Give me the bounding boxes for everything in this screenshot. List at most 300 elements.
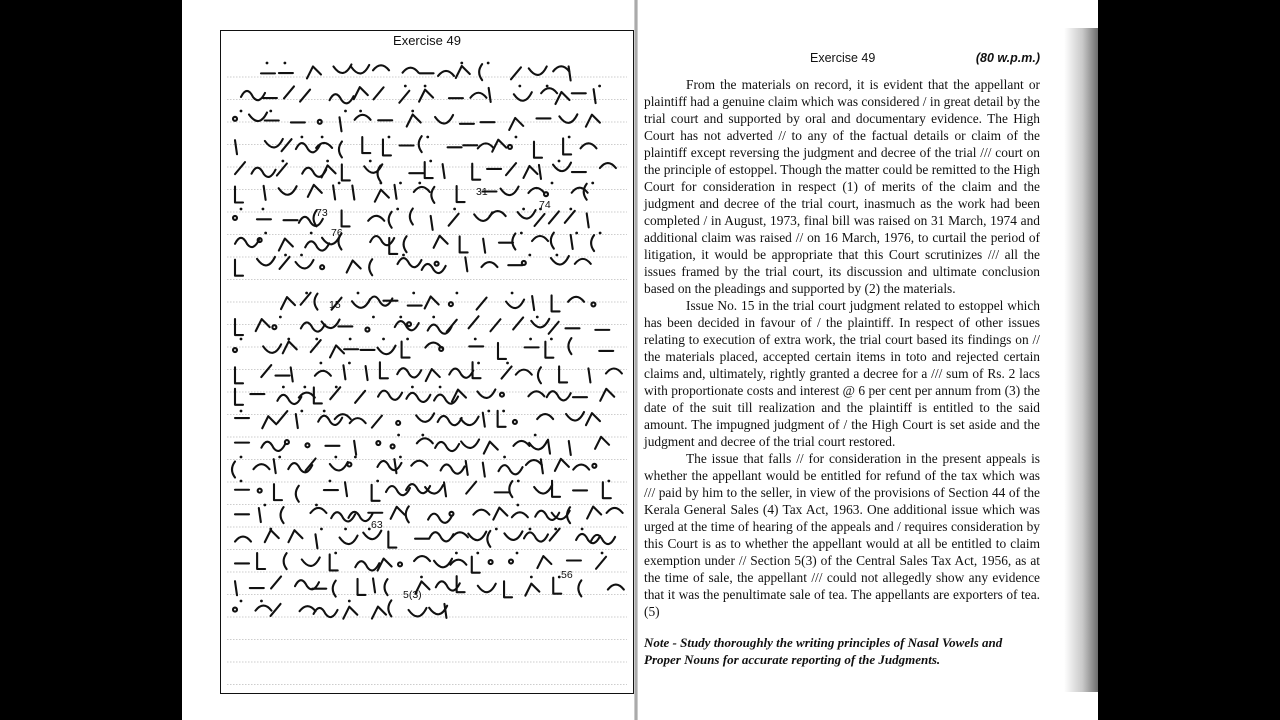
- shorthand-stroke: [235, 260, 243, 276]
- shorthand-stroke: [235, 367, 243, 383]
- shorthand-stroke: [350, 418, 366, 423]
- shorthand-stroke: [233, 348, 237, 352]
- shorthand-stroke: [447, 320, 457, 332]
- shorthand-stroke: [478, 143, 494, 148]
- shorthand-stroke: [315, 371, 331, 376]
- shorthand-dot: [399, 182, 402, 185]
- shorthand-stroke: [435, 115, 453, 124]
- shorthand-stroke: [376, 441, 380, 445]
- shorthand-stroke: [511, 67, 521, 79]
- shorthand-stroke: [235, 140, 237, 154]
- shorthand-dot: [530, 576, 533, 579]
- shorthand-stroke: [481, 262, 497, 267]
- shorthand-dot: [388, 136, 391, 139]
- shorthand-stroke: [552, 295, 560, 311]
- shorthand-stroke: [532, 236, 548, 241]
- shorthand-stroke: [425, 162, 433, 178]
- shorthand-stroke: [524, 532, 548, 541]
- shorthand-dot: [264, 232, 267, 235]
- page-edge-shadow: [1064, 28, 1098, 692]
- shorthand-stroke: [378, 346, 396, 355]
- shorthand-stroke: [235, 389, 243, 405]
- shorthand-dot: [599, 232, 602, 235]
- passage-text: [644, 76, 1040, 620]
- shorthand-stroke: [509, 481, 512, 497]
- shorthand-stroke: [318, 416, 342, 425]
- shorthand-dot: [321, 136, 324, 139]
- shorthand-stroke: [594, 89, 596, 103]
- shorthand-stroke: [552, 481, 560, 497]
- shorthand-stroke: [460, 236, 468, 252]
- shorthand-stroke: [541, 459, 543, 473]
- shorthand-stroke: [444, 482, 446, 496]
- shorthand-dot: [455, 552, 458, 555]
- shorthand-dot: [334, 456, 337, 459]
- outline-number: 63: [371, 519, 383, 531]
- shorthand-dot: [284, 254, 287, 257]
- shorthand-stroke: [438, 71, 454, 76]
- shorthand-stroke: [235, 581, 237, 595]
- shorthand-dot: [402, 254, 405, 257]
- shorthand-stroke: [435, 262, 439, 266]
- shorthand-stroke: [553, 66, 569, 71]
- shorthand-stroke: [457, 186, 465, 202]
- shorthand-stroke: [443, 164, 445, 178]
- shorthand-stroke: [438, 416, 462, 425]
- shorthand-stroke: [355, 561, 379, 570]
- shorthand-stroke: [307, 66, 321, 78]
- shorthand-dot: [305, 292, 308, 295]
- shorthand-stroke: [342, 164, 350, 180]
- shorthand-stroke: [470, 93, 486, 98]
- shorthand-stroke: [232, 461, 235, 477]
- shorthand-stroke: [441, 464, 465, 473]
- shorthand-page: [220, 30, 634, 694]
- shorthand-stroke: [320, 265, 324, 269]
- shorthand-stroke: [271, 576, 281, 588]
- shorthand-dot: [569, 208, 572, 211]
- shorthand-stroke: [468, 532, 486, 541]
- shorthand-stroke: [493, 508, 507, 520]
- shorthand-stroke: [322, 165, 336, 177]
- shorthand-dot: [240, 208, 243, 211]
- shorthand-dot: [349, 338, 352, 341]
- shorthand-stroke: [528, 188, 544, 193]
- shorthand-stroke: [261, 365, 271, 377]
- shorthand-dot: [411, 386, 414, 389]
- shorthand-stroke: [279, 239, 293, 251]
- shorthand-stroke: [518, 210, 536, 219]
- shorthand-dot: [476, 552, 479, 555]
- shorthand-stroke: [372, 607, 386, 619]
- shorthand-stroke: [300, 90, 310, 102]
- shorthand-stroke: [277, 411, 287, 423]
- shorthand-dot: [300, 410, 303, 413]
- shorthand-dot: [315, 338, 318, 341]
- shorthand-stroke: [406, 393, 430, 402]
- shorthand-dot: [397, 434, 400, 437]
- shorthand-stroke: [439, 347, 443, 351]
- shorthand-dot: [529, 338, 532, 341]
- shorthand-stroke: [282, 139, 292, 151]
- shorthand-dot: [310, 232, 313, 235]
- shorthand-dot: [262, 208, 265, 211]
- shorthand-stroke: [513, 420, 517, 424]
- shorthand-stroke: [506, 300, 524, 309]
- shorthand-dot: [421, 434, 424, 437]
- shorthand-exercise-title: Exercise 49: [393, 33, 461, 48]
- shorthand-stroke: [551, 256, 569, 265]
- shorthand-dot: [516, 552, 519, 555]
- shorthand-stroke: [416, 413, 434, 422]
- shorthand-stroke: [281, 297, 295, 309]
- shorthand-stroke: [258, 489, 262, 493]
- shorthand-stroke: [483, 413, 485, 427]
- shorthand-dot: [515, 136, 518, 139]
- shorthand-stroke: [296, 260, 314, 269]
- shorthand-stroke: [550, 529, 560, 541]
- shorthand-stroke: [580, 143, 596, 148]
- page-header: [644, 44, 1040, 66]
- shorthand-stroke: [277, 164, 287, 176]
- shorthand-stroke: [314, 608, 338, 617]
- shorthand-stroke: [425, 296, 439, 308]
- shorthand-stroke: [314, 387, 322, 403]
- shorthand-stroke: [566, 412, 584, 421]
- book-gutter: [634, 0, 638, 720]
- shorthand-stroke: [534, 485, 552, 494]
- shorthand-stroke: [253, 464, 269, 469]
- shorthand-stroke: [502, 367, 512, 379]
- shorthand-stroke: [606, 368, 622, 373]
- shorthand-stroke: [255, 606, 271, 611]
- shorthand-stroke: [407, 115, 421, 127]
- shorthand-stroke: [425, 485, 443, 494]
- shorthand-dot: [320, 528, 323, 531]
- shorthand-dot: [260, 600, 263, 603]
- shorthand-dot: [399, 456, 402, 459]
- shorthand-dot: [550, 338, 553, 341]
- shorthand-stroke: [500, 393, 504, 397]
- shorthand-stroke: [419, 136, 422, 152]
- shorthand-dot: [334, 552, 337, 555]
- shorthand-dot: [382, 338, 385, 341]
- shorthand-stroke: [571, 235, 573, 249]
- shorthand-stroke: [531, 319, 549, 328]
- shorthand-stroke: [545, 342, 553, 358]
- shorthand-stroke: [378, 166, 381, 182]
- shorthand-dot: [432, 316, 435, 319]
- shorthand-dot: [455, 292, 458, 295]
- shorthand-stroke: [529, 66, 547, 75]
- shorthand-stroke: [578, 580, 581, 596]
- shorthand-dot: [487, 410, 490, 413]
- shorthand-stroke: [410, 209, 413, 225]
- paragraph: Issue No. 15 in the trial court judgment related to estoppel which has been decided in favour of / the plaintiff. In respect of other issues relating to execution of extra work, the trial court based its findings on // the materials placed, accepted certain items in toto and rejected certain claims and, ultimately, rightly granted a decree for a /// sum of Rs. 2 lacs with proportionate costs and interest @ 6 per cent per annum from (3) the date of the suit till realization and the plaintiff is entitled to the said amount. The impugned judgment of / the High Court is set aside and the judgment and decree of the trial court restored.: [644, 298, 1040, 449]
- shorthand-dot: [344, 110, 347, 113]
- shorthand-stroke: [547, 391, 571, 400]
- speed-rate: (80 w.p.m.): [975, 51, 1040, 65]
- shorthand-stroke: [308, 185, 322, 197]
- shorthand-stroke: [363, 531, 381, 540]
- shorthand-dot: [598, 85, 601, 88]
- shorthand-stroke: [435, 442, 459, 451]
- shorthand-stroke: [305, 443, 309, 447]
- shorthand-stroke: [333, 185, 335, 199]
- shorthand-stroke: [355, 391, 365, 403]
- shorthand-stroke: [479, 64, 482, 80]
- shorthand-stroke: [573, 465, 589, 470]
- shorthand-stroke: [431, 187, 434, 203]
- shorthand-stroke: [365, 328, 369, 332]
- shorthand-stroke: [257, 257, 275, 266]
- shorthand-stroke: [347, 462, 351, 466]
- shorthand-dot: [404, 85, 407, 88]
- shorthand-dot: [536, 316, 539, 319]
- shorthand-stroke: [591, 235, 594, 251]
- shorthand-stroke: [235, 162, 245, 174]
- shorthand-dot: [412, 292, 415, 295]
- shorthand-stroke: [549, 211, 559, 223]
- shorthand-stroke: [274, 459, 276, 473]
- shorthand-stroke: [429, 532, 453, 541]
- shorthand-stroke: [241, 91, 265, 100]
- shorthand-stroke: [315, 534, 317, 548]
- shorthand-stroke: [516, 370, 532, 375]
- shorthand-stroke: [377, 461, 401, 470]
- shorthand-stroke: [490, 319, 500, 331]
- shorthand-stroke: [233, 608, 237, 612]
- shorthand-stroke: [256, 319, 270, 331]
- shorthand-dot: [503, 456, 506, 459]
- shorthand-dot: [534, 434, 537, 437]
- shorthand-dot: [266, 62, 269, 65]
- shorthand-stroke: [508, 145, 512, 149]
- shorthand-stroke: [514, 92, 532, 101]
- shorthand-stroke: [600, 163, 616, 168]
- shorthand-stroke: [235, 537, 251, 542]
- shorthand-stroke: [504, 581, 512, 597]
- shorthand-stroke: [330, 94, 354, 103]
- shorthand-stroke: [233, 117, 237, 121]
- shorthand-stroke: [372, 416, 382, 428]
- shorthand-stroke: [373, 578, 375, 592]
- shorthand-dot: [300, 136, 303, 139]
- shorthand-stroke: [422, 264, 446, 273]
- shorthand-stroke: [456, 66, 470, 78]
- shorthand-dot: [369, 160, 372, 163]
- shorthand-stroke: [272, 325, 276, 329]
- shorthand-dot: [495, 528, 498, 531]
- shorthand-stroke: [603, 482, 611, 498]
- shorthand-dot: [240, 338, 243, 341]
- shorthand-stroke: [539, 165, 541, 179]
- shorthand-stroke: [277, 395, 301, 404]
- shorthand-dot: [420, 576, 423, 579]
- shorthand-dot: [396, 208, 399, 211]
- shorthand-stroke: [478, 584, 496, 593]
- shorthand-stroke: [343, 365, 345, 379]
- shorthand-dot: [344, 528, 347, 531]
- shorthand-stroke: [235, 238, 259, 247]
- shorthand-stroke: [501, 187, 519, 196]
- shorthand-stroke: [434, 236, 448, 248]
- shorthand-stroke: [261, 442, 285, 451]
- shorthand-stroke: [385, 579, 388, 595]
- shorthand-stroke: [452, 532, 468, 537]
- shorthand-dot: [568, 136, 571, 139]
- shorthand-stroke: [489, 88, 491, 102]
- study-note: Note - Study thoroughly the writing principles of Nasal Vowels and Proper Nouns for accurate reporting of the Judgments.: [644, 635, 1003, 667]
- shorthand-dot: [284, 62, 287, 65]
- shorthand-stroke: [399, 91, 409, 103]
- shorthand-stroke: [534, 142, 542, 158]
- shorthand-stroke: [339, 117, 341, 131]
- shorthand-dot: [287, 338, 290, 341]
- shorthand-stroke: [559, 366, 567, 382]
- shorthand-stroke: [397, 368, 421, 377]
- shorthand-dot: [269, 110, 272, 113]
- shorthand-stroke: [345, 482, 347, 496]
- shorthand-stroke: [383, 139, 391, 155]
- shorthand-dot: [529, 528, 532, 531]
- shorthand-stroke: [288, 530, 302, 542]
- shorthand-stroke: [537, 556, 551, 568]
- shorthand-dot: [281, 160, 284, 163]
- shorthand-stroke: [302, 557, 320, 566]
- shorthand-stroke: [373, 65, 389, 70]
- shorthand-dot: [240, 480, 243, 483]
- shorthand-stroke: [296, 486, 299, 502]
- shorthand-dot: [453, 208, 456, 211]
- shorthand-stroke: [311, 340, 321, 352]
- shorthand-dot: [460, 62, 463, 65]
- shorthand-stroke: [296, 414, 298, 428]
- shorthand-stroke: [586, 115, 600, 127]
- outline-number: 73: [316, 207, 328, 219]
- shorthand-stroke: [285, 440, 289, 444]
- shorthand-dot: [517, 480, 520, 483]
- shorthand-stroke: [535, 511, 559, 520]
- shorthand-stroke: [375, 190, 389, 202]
- shorthand-stroke: [330, 554, 338, 570]
- shorthand-stroke: [472, 164, 480, 180]
- shorthand-stroke: [339, 141, 342, 157]
- shorthand-dot: [376, 480, 379, 483]
- shorthand-stroke: [523, 166, 537, 178]
- shorthand-stroke: [417, 438, 433, 443]
- shorthand-dot: [528, 254, 531, 257]
- shorthand-stroke: [284, 86, 294, 98]
- shorthand-stroke: [300, 606, 316, 611]
- shorthand-stroke: [372, 485, 380, 501]
- shorthand-stroke: [553, 163, 571, 172]
- shorthand-stroke: [541, 88, 557, 93]
- shorthand-dot: [240, 456, 243, 459]
- shorthand-stroke: [504, 531, 522, 540]
- shorthand-stroke: [388, 600, 391, 616]
- shorthand-dot: [326, 160, 329, 163]
- shorthand-dot: [554, 528, 557, 531]
- shorthand-stroke: [301, 293, 311, 305]
- shorthand-stroke: [279, 186, 297, 195]
- outline-number: 56: [561, 569, 573, 581]
- shorthand-stroke: [600, 389, 614, 401]
- shorthand-stroke: [568, 297, 584, 302]
- shorthand-stroke: [414, 556, 430, 561]
- shorthand-stroke: [607, 508, 623, 513]
- shorthand-stroke: [402, 342, 410, 358]
- shorthand-stroke: [483, 239, 485, 253]
- shorthand-stroke: [449, 302, 453, 306]
- shorthand-stroke: [378, 391, 402, 400]
- shorthand-stroke: [281, 507, 284, 523]
- shorthand-stroke: [449, 512, 453, 516]
- shorthand-dot: [406, 338, 409, 341]
- shorthand-dot: [518, 85, 521, 88]
- shorthand-stroke: [283, 341, 297, 353]
- shorthand-stroke: [391, 444, 395, 448]
- shorthand-stroke: [449, 369, 473, 378]
- shorthand-stroke: [352, 186, 354, 200]
- shorthand-stroke: [567, 507, 570, 523]
- shorthand-stroke: [532, 296, 534, 310]
- shorthand-dot: [575, 232, 578, 235]
- shorthand-stroke: [389, 212, 392, 228]
- shorthand-stroke: [318, 120, 322, 124]
- shorthand-stroke: [419, 90, 433, 102]
- shorthand-outlines: [221, 31, 633, 693]
- shorthand-stroke: [264, 186, 266, 200]
- shorthand-stroke: [469, 316, 479, 328]
- shorthand-stroke: [535, 214, 545, 226]
- shorthand-dot: [551, 182, 554, 185]
- shorthand-stroke: [370, 236, 394, 245]
- shorthand-stroke: [492, 140, 506, 152]
- shorthand-stroke: [477, 389, 495, 398]
- shorthand-dot: [357, 292, 360, 295]
- shorthand-dot: [263, 504, 266, 507]
- paragraph: The issue that falls // for consideration in the present appeals is whether the appellant would be entitled for refund of the tax which was /// paid by him to the seller, in view of the provisions of Section 44 of the Kerala General Sales (4) Tax Act, 1963. One additional issue which was urged at the time of hearing of the appeals and / requires consideration by this Court is as to whether the appellant would at all be entitled to claim exemption under // Section 5(3) of the Central Sales Tax Act, 1956, as at the time of sale, the appellant /// could not allegedly show any evidence that it was the penultimate sale of tea. The appellants are exporters of tea. (5): [644, 451, 1040, 619]
- shorthand-stroke: [368, 216, 384, 221]
- shorthand-stroke: [509, 118, 523, 130]
- shorthand-stroke: [457, 576, 465, 592]
- shorthand-stroke: [512, 234, 515, 250]
- shorthand-stroke: [551, 233, 554, 249]
- shorthand-stroke: [262, 416, 276, 428]
- shorthand-dot: [506, 362, 509, 365]
- outline-number: 5(3): [403, 589, 422, 601]
- shorthand-stroke: [403, 68, 419, 73]
- shorthand-dot: [601, 552, 604, 555]
- shorthand-dot: [516, 504, 519, 507]
- shorthand-stroke: [544, 192, 548, 196]
- shorthand-stroke: [529, 441, 547, 450]
- book-spread: [182, 0, 1098, 720]
- shorthand-stroke: [587, 507, 601, 519]
- shorthand-stroke: [310, 508, 326, 513]
- outline-number: 74: [539, 199, 551, 211]
- shorthand-stroke: [265, 139, 283, 148]
- shorthand-stroke: [586, 413, 600, 425]
- shorthand-stroke: [358, 579, 366, 595]
- shorthand-stroke: [252, 168, 276, 177]
- shorthand-dot: [429, 160, 432, 163]
- shorthand-stroke: [472, 557, 480, 573]
- shorthand-stroke: [563, 138, 571, 154]
- shorthand-dot: [315, 504, 318, 507]
- shorthand-stroke: [354, 441, 356, 455]
